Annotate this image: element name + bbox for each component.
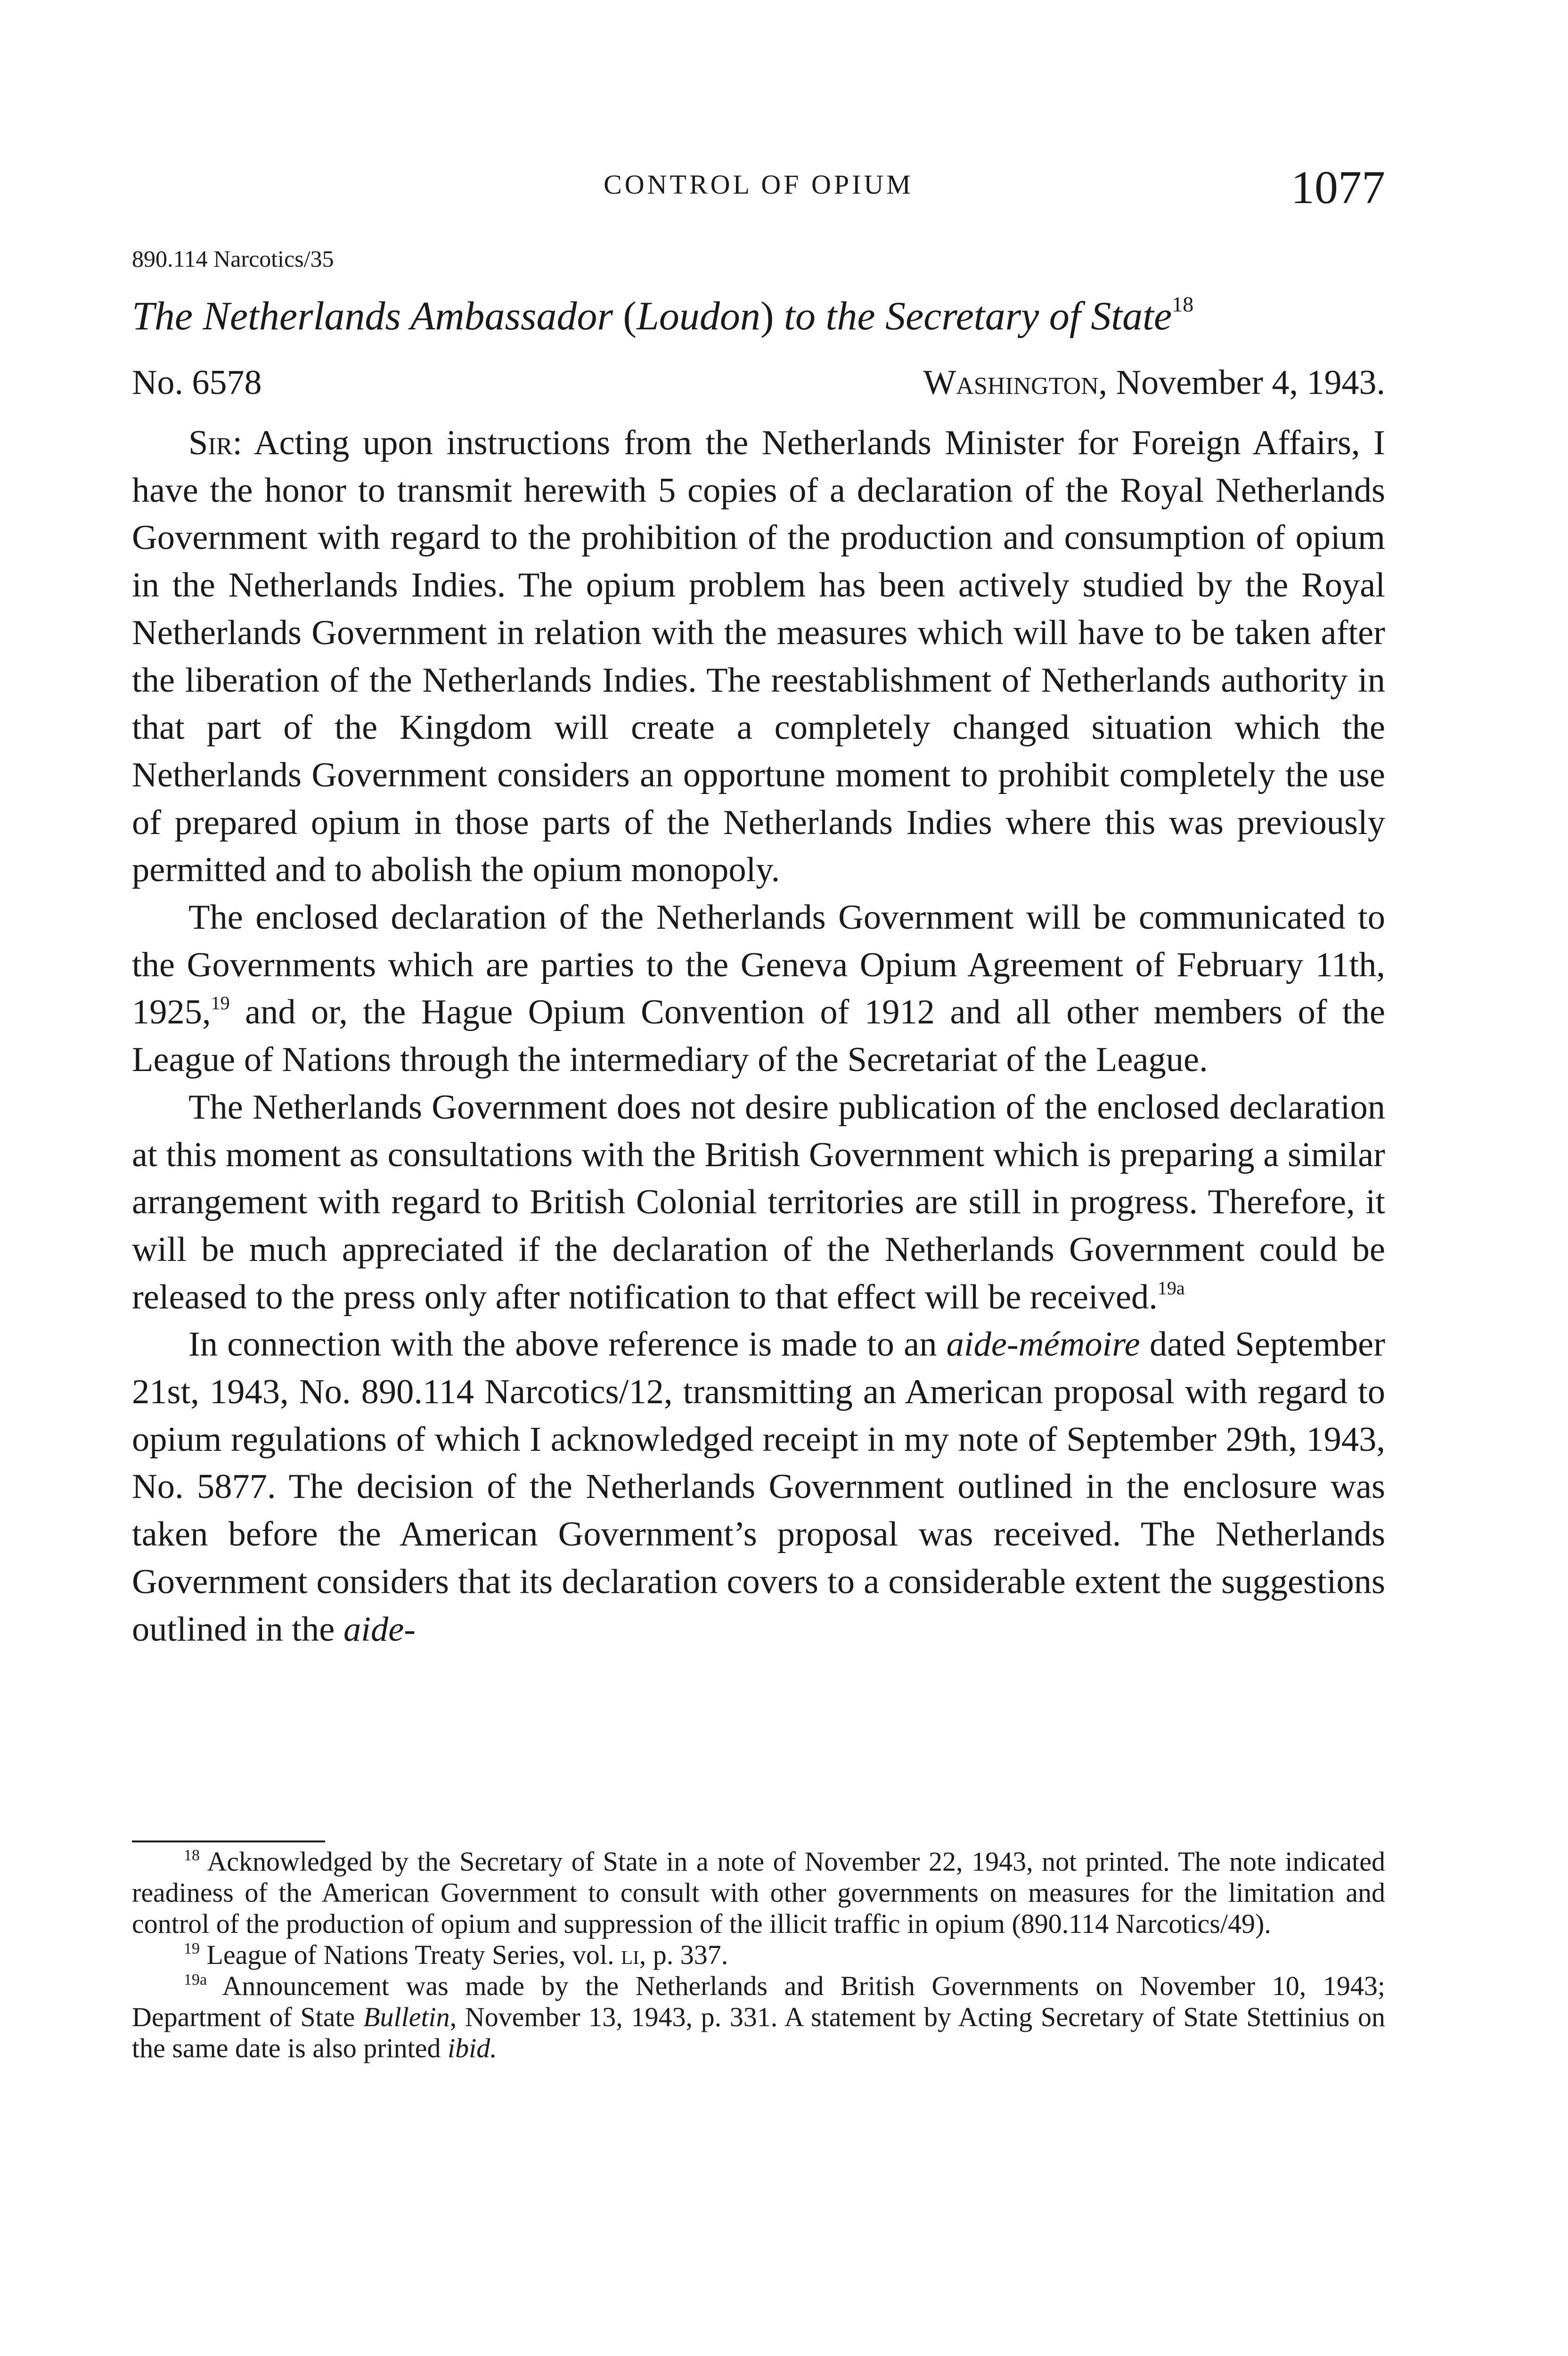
- heading-paren-open: (: [623, 293, 637, 338]
- footnote-19-marker: 19: [184, 1940, 200, 1957]
- body-text: [132, 419, 1385, 1653]
- footnote-18: [132, 1846, 1385, 1939]
- footnote-ref-19: 19: [211, 992, 230, 1014]
- heading-paren-close: ): [760, 293, 774, 338]
- aide-memoire-term: aide-mémoire: [946, 1325, 1140, 1364]
- salutation: Sir: [188, 424, 233, 462]
- paragraph-2-text-b: and or, the Hague Opium Convention of 1912 and all other members of the League of Nations through the intermediary of the Secretariat of the League.: [132, 993, 1385, 1080]
- document-number: No. 6578: [132, 363, 262, 402]
- paragraph-2: [132, 894, 1385, 1084]
- footnote-ref-18: 18: [1172, 292, 1194, 316]
- file-reference: 890.114 Narcotics/35: [132, 245, 334, 272]
- ibid-term: ibid.: [448, 2033, 497, 2063]
- footnote-18-text: Acknowledged by the Secretary of State in a note of November 22, 1943, not printed. The note indicated readiness of the American Government to consult with other governments on measures for the limitation and control of the production of opium and suppression of the illicit traffic in opium (890.114 Narcotics/49).: [132, 1846, 1385, 1939]
- page-number: 1077: [1291, 161, 1385, 213]
- footnote-rule: [132, 1841, 325, 1842]
- footnote-19: [132, 1939, 1385, 1971]
- running-head: [132, 160, 1385, 217]
- running-title: CONTROL OF OPIUM: [604, 169, 914, 200]
- paragraph-4-text-a: In connection with the above reference is made to an: [188, 1325, 947, 1364]
- bulletin-title: Bulletin: [363, 2002, 450, 2032]
- footnote-19-text-a: League of Nations Treaty Series, vol.: [200, 1939, 621, 1970]
- footnote-19a-marker: 19a: [184, 1971, 207, 1988]
- footnotes: [132, 1846, 1385, 2064]
- paragraph-3-text: The Netherlands Government does not desire publication of the enclosed declaration at this moment as consultations with the British Government which is preparing a similar arrangement with regard to British Colonial territories are still in progress. Therefore, it will be much appreciated if the declaration of the Netherlands Government could be released to the press only after notification to that effect will be received.: [132, 1088, 1385, 1317]
- footnote-19a-text-a: Announcement was made by the Netherlands and British Governments on November 10, 1943; Department of State: [132, 1971, 1385, 2032]
- footnote-19-volume: li: [621, 1939, 639, 1970]
- footnote-18-marker: 18: [184, 1847, 200, 1864]
- dateline: [132, 363, 1385, 415]
- footnote-19a-text-b: , November 13, 1943, p. 331. A statement by Acting Secretary of State Stettinius on the same date is also printed: [132, 2002, 1386, 2063]
- document-heading: [132, 292, 1385, 339]
- paragraph-4-text-b: dated September 21st, 1943, No. 890.114 Narcotics/12, transmitting an American proposal with regard to opium regulations of which I acknowledged receipt in my note of September 29th, 1943, No. 5877. The decision of the Netherlands Government outlined in the enclosure was taken before the American Government’s proposal was received. The Netherlands Government considers that its declaration covers to a considerable extent the suggestions outlined in the: [132, 1325, 1385, 1649]
- heading-name: Loudon: [637, 293, 760, 338]
- footnote-19-text-b: , p. 337.: [639, 1939, 728, 1970]
- footnote-19a: [132, 1971, 1385, 2064]
- date: , November 4, 1943.: [1098, 363, 1385, 402]
- paragraph-1-text: : Acting upon instructions from the Netherlands Minister for Foreign Affairs, I have the honor to transmit herewith 5 copies of a declaration of the Royal Netherlands Government with regard to the prohibition of the production and consumption of opium in the Netherlands Indies. The opium problem has been actively studied by the Royal Netherlands Government in relation with the measures which will have to be taken after the liberation of the Netherlands Indies. The reestablishment of Netherlands authority in that part of the Kingdom will create a completely changed situation which the Netherlands Government considers an opportune moment to prohibit completely the use of prepared opium in those parts of the Netherlands Indies where this was previously permitted and to abolish the opium monopoly.: [132, 424, 1385, 890]
- aide-term-continued: aide-: [343, 1610, 416, 1649]
- paragraph-1: [132, 419, 1385, 894]
- footnote-ref-19a: 19a: [1157, 1277, 1185, 1299]
- heading-part-1: The Netherlands Ambassador: [132, 293, 623, 338]
- place-date: [923, 363, 1385, 403]
- paragraph-3: [132, 1084, 1385, 1321]
- heading-part-2: to the Secretary of State: [774, 293, 1172, 338]
- place: Washington: [923, 363, 1099, 402]
- paragraph-4: [132, 1321, 1385, 1653]
- paragraph-2-text-a: The enclosed declaration of the Netherlands Government will be communicated to the Governments which are parties to the Geneva Opium Agreement of February 11th, 1925,: [132, 898, 1385, 1032]
